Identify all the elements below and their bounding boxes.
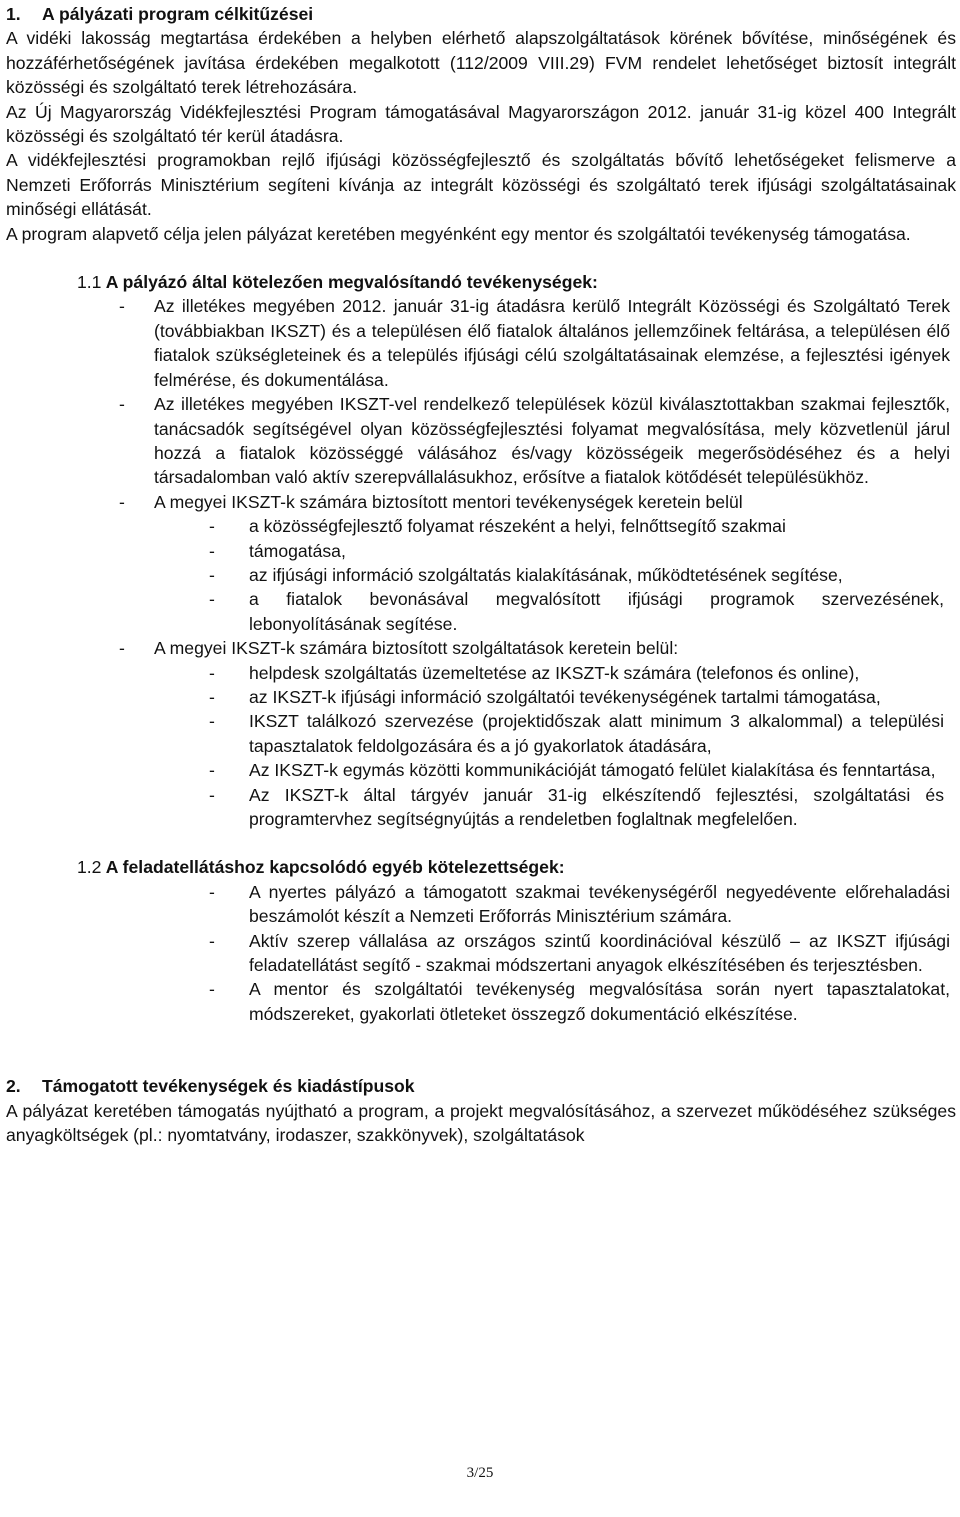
dash-bullet: - — [209, 662, 215, 683]
list-item — [6, 636, 950, 831]
page-content — [6, 2, 956, 1147]
dash-bullet: - — [209, 784, 215, 805]
list-item-text: Aktív szerep vállalása az országos szintű koordinációval készülő – az IKSZT ifjúsági feladatellátást segítő - szakmai módszertani anyagok elkészítésében és terjesztésben. — [249, 930, 950, 976]
service-sublist — [6, 661, 950, 832]
dash-bullet: - — [209, 516, 215, 537]
sublist-item — [6, 685, 944, 709]
dash-bullet: - — [119, 638, 125, 659]
subsection-title: A pályázó által kötelezően megvalósítandó tevékenységek: — [105, 272, 598, 293]
paragraph: A pályázat keretében támogatás nyújtható a program, a projekt megvalósításához, a szervezet működéséhez szükséges anyagköltségek (pl.: nyomtatvány, irodaszer, szakkönyvek), szolgáltatások — [6, 1100, 956, 1146]
sublist-item-text: helpdesk szolgáltatás üzemeltetése az IKSZT-k számára (telefonos és online), — [249, 662, 860, 683]
sublist-item-text: támogatása, — [249, 540, 346, 561]
sublist-item-text: Az IKSZT-k által tárgyév január 31-ig elkészítendő fejlesztési, szolgáltatási és programtervhez segítségnyújtás a rendeletben foglaltnak megfelelően. — [249, 784, 944, 829]
list-item — [6, 294, 950, 392]
dash-bullet: - — [209, 564, 215, 585]
subsection-heading-1-2 — [77, 855, 956, 879]
activity-list — [6, 294, 956, 831]
sublist-item — [6, 709, 944, 758]
list-item-text: A megyei IKSZT-k számára biztosított mentori tevékenységek keretein belül — [154, 491, 743, 512]
sublist-item-text: a fiatalok bevonásával megvalósított ifjúsági programok szervezésének, lebonyolításának segítése. — [249, 589, 944, 634]
section-title: Támogatott tevékenységek és kiadástípusok — [42, 1076, 415, 1097]
subsection-number: 1.2 — [77, 857, 102, 878]
subsection-number: 1.1 — [77, 272, 102, 293]
dash-bullet: - — [209, 930, 215, 951]
section-title: A pályázati program célkitűzései — [42, 4, 314, 24]
paragraph: Az Új Magyarország Vidékfejlesztési Program támogatásával Magyarországon 2012. január 31-ig közel 400 Integrált közösségi és szolgáltató tér kerül átadásra. — [6, 101, 956, 147]
subsection-title: A feladatellátáshoz kapcsolódó egyéb kötelezettségek: — [105, 857, 565, 878]
section-number: 1. — [6, 4, 21, 24]
section-heading-2 — [6, 1074, 956, 1098]
list-item — [6, 490, 950, 636]
list-item — [6, 929, 950, 978]
page-number: 3/25 — [466, 1465, 494, 1481]
subsection-heading-1-1 — [77, 270, 956, 294]
paragraph: A program alapvető célja jelen pályázat keretében megyénként egy mentor és szolgáltatói tevékenység támogatása. — [6, 223, 911, 244]
list-item — [6, 880, 950, 929]
dash-bullet: - — [119, 491, 125, 512]
sublist-item — [6, 587, 944, 636]
sublist-item — [6, 563, 944, 587]
list-item-text: A nyertes pályázó a támogatott szakmai tevékenységéről negyedévente előrehaladási beszámolót készít a Nemzeti Erőforrás Minisztérium számára. — [249, 881, 950, 927]
list-item-text: A megyei IKSZT-k számára biztosított szolgáltatások keretein belül: — [154, 638, 679, 659]
dash-bullet: - — [209, 760, 215, 781]
dash-bullet: - — [209, 979, 215, 1000]
list-item-text: Az illetékes megyében 2012. január 31-ig átadásra kerülő Integrált Közösségi és Szolgáltató Terek (továbbiakban IKSZT) és a településen élő fiatalok általános jellemzőinek feltárása, a településen élő fiatalok szükségleteinek és a település ifjúsági célú szolgáltatásainak elemzése, a fejlesztési igények felmérése, és dokumentálása. — [154, 296, 950, 390]
section-heading-1 — [6, 2, 956, 26]
sublist-item — [6, 783, 944, 832]
sublist-item — [6, 539, 944, 563]
list-item — [6, 977, 950, 1026]
mentor-sublist — [6, 514, 950, 636]
dash-bullet: - — [209, 881, 215, 902]
sublist-item — [6, 661, 944, 685]
section-number: 2. — [6, 1076, 21, 1097]
sublist-item — [6, 758, 944, 782]
sublist-item-text: IKSZT találkozó szervezése (projektidőszak alatt minimum 3 alkalommal) a települési tapasztalatok feldolgozására és a jó gyakorlatok átadására, — [249, 711, 944, 756]
sublist-item-text: a közösségfejlesztő folyamat részeként a helyi, felnőttsegítő szakmai — [249, 516, 786, 537]
dash-bullet: - — [209, 686, 215, 707]
list-item-text: A mentor és szolgáltatói tevékenység megvalósítása során nyert tapasztalatokat, módszereket, gyakorlati ötleteket összegző dokumentáció elkészítése. — [249, 979, 950, 1024]
list-item — [6, 392, 950, 490]
sublist-item-text: az IKSZT-k ifjúsági információ szolgáltatói tevékenységének tartalmi támogatása, — [249, 686, 881, 707]
dash-bullet: - — [119, 394, 125, 415]
sublist-item-text: az ifjúsági információ szolgáltatás kialakításának, működtetésének segítése, — [249, 564, 843, 585]
obligations-list — [6, 880, 956, 1026]
dash-bullet: - — [119, 296, 125, 317]
paragraph: A vidékfejlesztési programokban rejlő ifjúsági közösségfejlesztő és szolgáltatás bővítő lehetőségeket felismerve a Nemzeti Erőforrás Minisztérium segíteni kívánja az integrált közösségi és szolgáltató terek ifjúsági szolgáltatásainak minőségi ellátását. — [6, 150, 956, 220]
paragraph: A vidéki lakosság megtartása érdekében a helyben elérhető alapszolgáltatások körének bővítése, minőségének és hozzáférhetőségének javítása érdekében megalkotott (112/2009 VIII.29) FVM rendelet lehetőséget biztosít integrált közösségi és szolgáltató terek létrehozására. — [6, 28, 956, 98]
sublist-item-text: Az IKSZT-k egymás közötti kommunikációját támogató felület kialakítása és fenntartása, — [249, 760, 936, 781]
dash-bullet: - — [209, 711, 215, 732]
list-item-text: Az illetékes megyében IKSZT-vel rendelkező települések közül kiválasztottakban szakmai fejlesztők, tanácsadók segítségével olyan közösségfejlesztési folyamat megvalósítása, mely közvetlenül járul hozzá a fiatalok közösséggé válásához és/vagy közösségeik megerősödéséhez és a helyi társadalomban való aktív szerepvállalásukhoz, erősítve a fiatalok kötődését településükhöz. — [154, 394, 950, 488]
sublist-item — [6, 514, 944, 538]
dash-bullet: - — [209, 589, 215, 610]
dash-bullet: - — [209, 540, 215, 561]
